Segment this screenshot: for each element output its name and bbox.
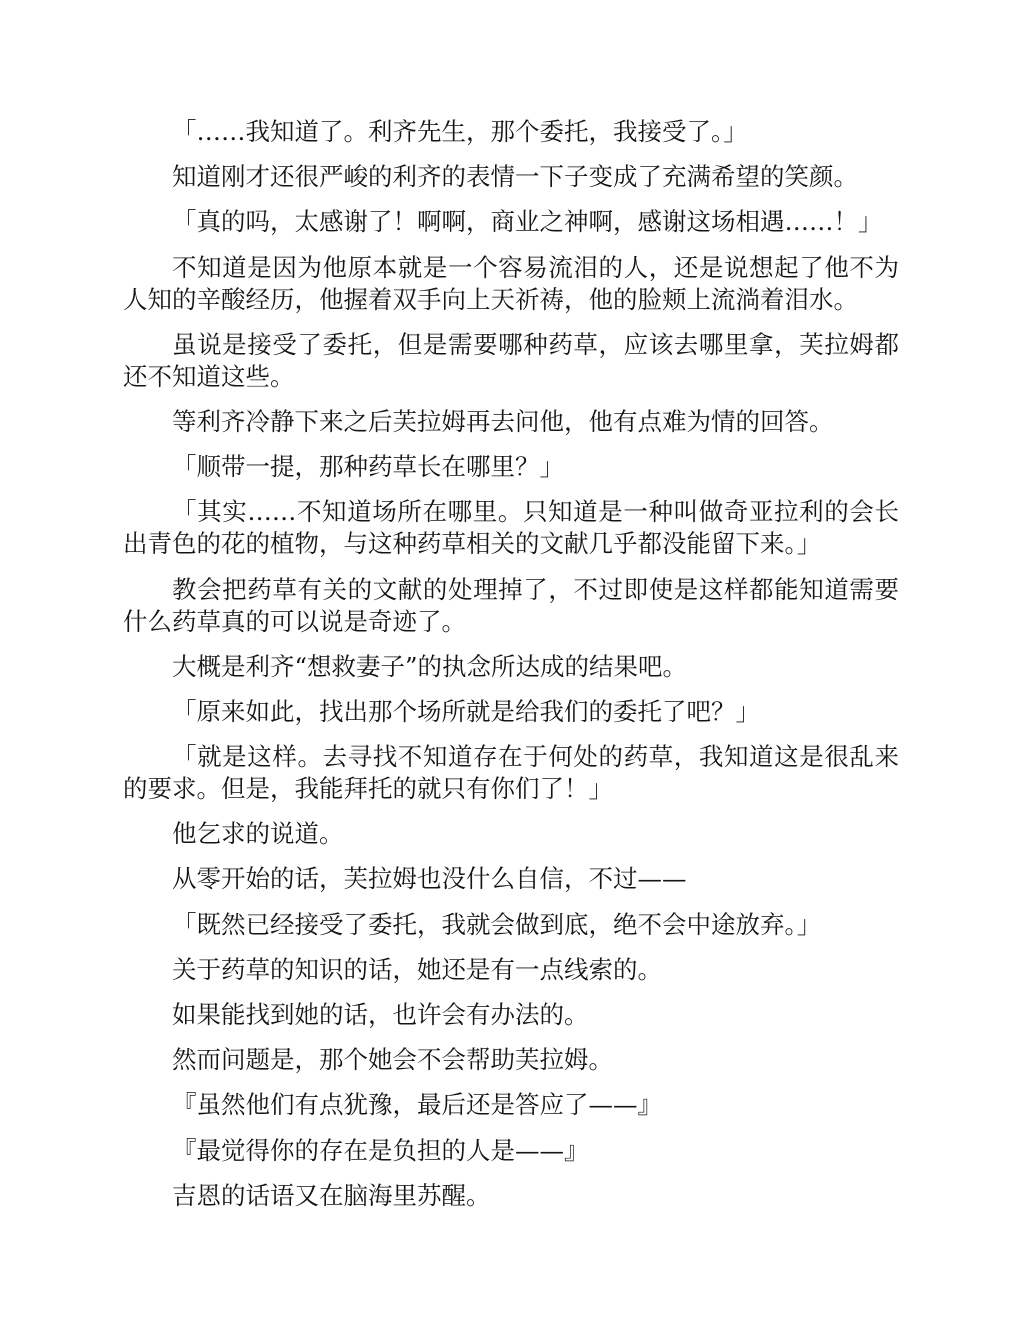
paragraph: 「原来如此，找出那个场所就是给我们的委托了吧？」 (172, 696, 760, 726)
paragraph: 「其实……不知道场所在哪里。只知道是一种叫做奇亚拉利的会长出青色的花的植物，与这种药草相关的文献几乎都没能留下来。」 (123, 497, 899, 559)
paragraph: 从零开始的话，芙拉姆也没什么自信，不过—— (172, 864, 687, 894)
paragraph: 不知道是因为他原本就是一个容易流泪的人，还是说想起了他不为人知的辛酸经历，他握着双手向上天祈祷，他的脸颊上流淌着泪水。 (123, 252, 899, 314)
paragraph: 「顺带一提，那种药草长在哪里？」 (172, 452, 564, 482)
paragraph: 然而问题是，那个她会不会帮助芙拉姆。 (172, 1045, 613, 1075)
paragraph: 「既然已经接受了委托，我就会做到底，绝不会中途放弃。」 (172, 909, 822, 939)
paragraph: 『虽然他们有点犹豫，最后还是答应了——』 (172, 1090, 662, 1120)
paragraph: 『最觉得你的存在是负担的人是——』 (172, 1135, 589, 1165)
paragraph: 「……我知道了。利齐先生，那个委托，我接受了。」 (172, 117, 748, 146)
paragraph: 「真的吗，太感谢了！啊啊，商业之神啊，感谢这场相遇……！」 (172, 207, 883, 237)
paragraph: 知道刚才还很严峻的利齐的表情一下子变成了充满希望的笑颜。 (172, 162, 858, 192)
paragraph: 虽说是接受了委托，但是需要哪种药草，应该去哪里拿，芙拉姆都还不知道这些。 (123, 329, 899, 391)
paragraph: 吉恩的话语又在脑海里苏醒。 (172, 1180, 491, 1210)
paragraph: 等利齐冷静下来之后芙拉姆再去问他，他有点难为情的回答。 (172, 406, 834, 436)
paragraph: 关于药草的知识的话，她还是有一点线索的。 (172, 954, 662, 984)
paragraph: 大概是利齐“想救妻子”的执念所达成的结果吧。 (172, 651, 688, 681)
paragraph: 教会把药草有关的文献的处理掉了，不过即使是这样都能知道需要什么药草真的可以说是奇迹了。 (123, 574, 899, 636)
paragraph: 如果能找到她的话，也许会有办法的。 (172, 1000, 589, 1029)
paragraph: 「就是这样。去寻找不知道存在于何处的药草，我知道这是很乱来的要求。但是，我能拜托的就只有你们了！」 (123, 742, 899, 804)
paragraph: 他乞求的说道。 (172, 819, 344, 849)
body-text (123, 116, 899, 1225)
